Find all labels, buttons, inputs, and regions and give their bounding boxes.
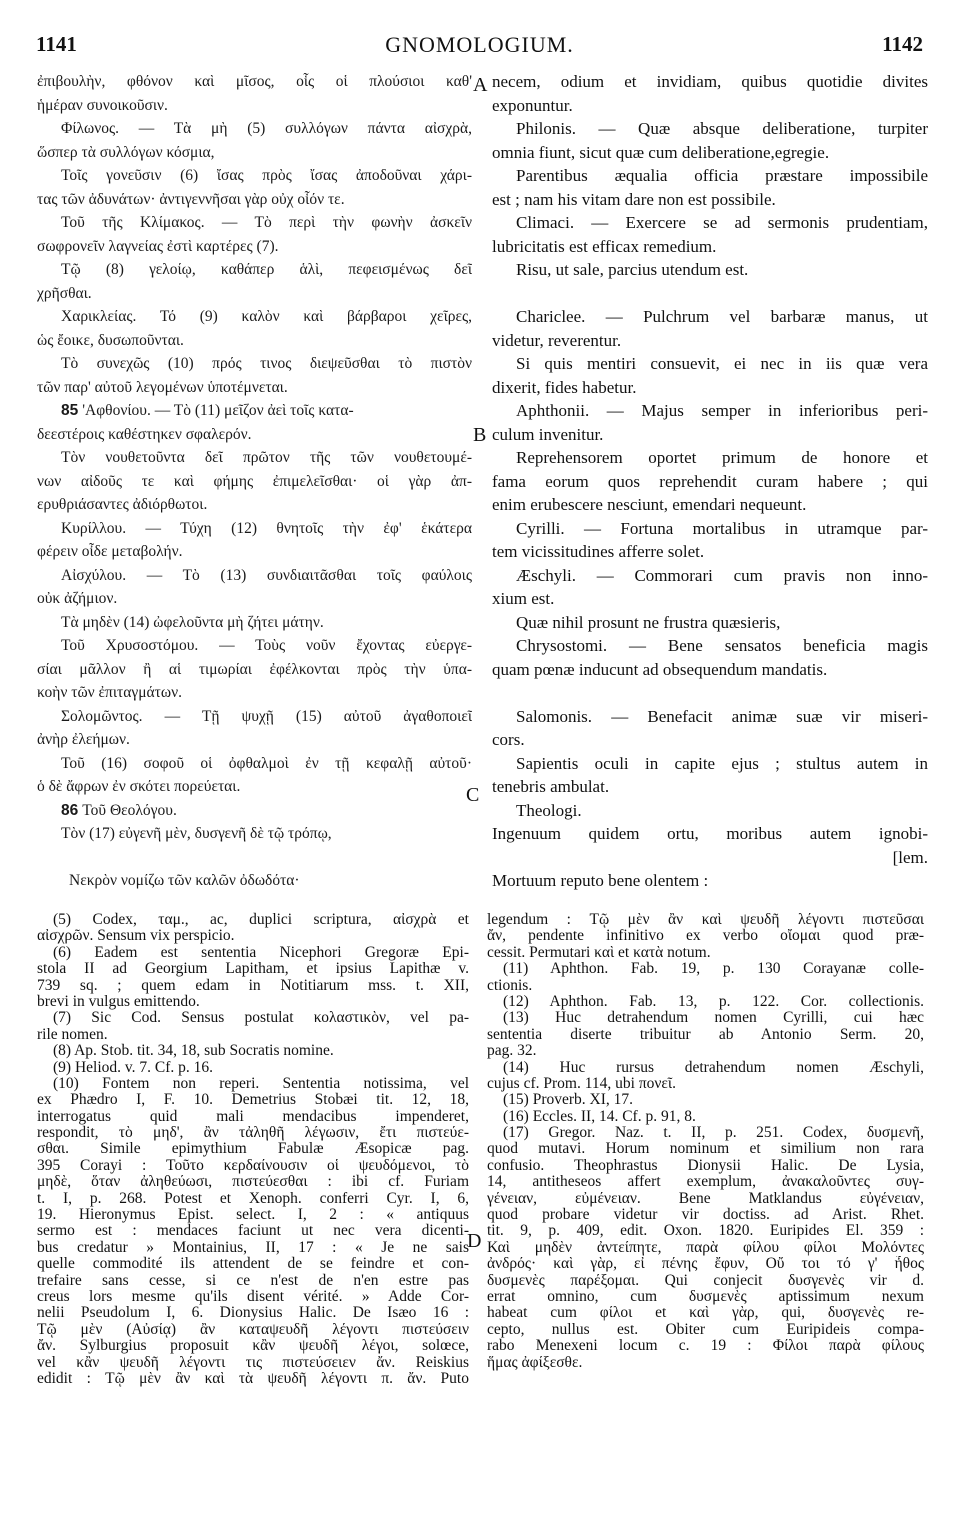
footnote-line: ἄν, pendente infinitivo ex verbo οἴομαι quod præ- — [487, 928, 924, 945]
footnote-line: ctionis. — [487, 977, 533, 994]
latin-verse: Ingenuum quidem ortu, moribus autem ignobi- — [492, 824, 928, 843]
latin-column — [492, 70, 928, 893]
footnote-line: γένειαν, εὐμένειαν. Bene Matklandus εὐγένειαν, — [487, 1190, 924, 1207]
latin-line: est ; nam his vitam dare non est possibile. — [492, 189, 776, 209]
footnote-line: cepto, nullus est. Obiter cum Euripideis compa- — [487, 1321, 924, 1338]
footnote-line: (17) Gregor. Naz. t. II, p. 251. Codex, δυσμενῆ, — [503, 1125, 924, 1142]
footnote-line: rabo Menexeni locum c. 19 : Φίλοι παρὰ φίλους — [487, 1338, 924, 1355]
footnote-line: αἰσχρῶν. Sensum vix perspicio. — [37, 928, 235, 945]
footnote-line: ἀνδρός· καὶ γὰρ, εἰ πένης ἔφυν, Οὔ τοι τό γ' ἦθος — [487, 1256, 924, 1273]
footnote-line: ἥμας ἀφίξεσθε. — [487, 1354, 583, 1371]
greek-line: ἐπιβουλὴν, φθόνον καὶ μῖσος, οἷς οἱ πλούσιοι καθ' — [37, 73, 472, 90]
footnote-line: habeat cum φίλοι et καὶ γὰρ, qui, δυσγενὲς re- — [487, 1305, 924, 1322]
footnote-line: σθαι. Simile epimythium Fabulæ Æsopicæ pag. — [37, 1141, 469, 1158]
footnote-line: (14) Huc rursus detrahendum nomen Æschyli, — [503, 1059, 924, 1076]
footnote-line: quelle commodité ils attendent de se feindre et con- — [37, 1256, 469, 1273]
greek-line: φέρειν οἶδε μεταβολήν. — [37, 543, 183, 560]
greek-line: κοὴν τῶν ἐπιταγμάτων. — [37, 684, 182, 701]
greek-line: Αἰσχύλου. — Τὸ (13) συνδιαιτᾶσθαι τοῖς φαύλοις — [61, 566, 472, 584]
greek-line: Τοῦ Χρυσοστόμου. — Τοὺς νοῦν ἔχοντας εὐεργε- — [61, 637, 472, 654]
section-marker-b: B — [473, 424, 487, 446]
footnote-line: (11) Aphthon. Fab. 19, p. 130 Corayanæ colle- — [503, 961, 924, 978]
greek-line: ερυθριάσαντες ἀδιόρθωτοι. — [37, 496, 208, 513]
greek-line: Τὰ μηδὲν (14) ὠφελοῦντα μὴ ζήτει μάτην. — [61, 613, 324, 631]
greek-line: Τοῦ (16) σοφοῦ οἱ ὀφθαλμοὶ ἐν τῇ κεφαλῇ αὐτοῦ· — [61, 754, 472, 772]
footnote-line: cessit. Permutari καὶ et κατὰ notum. — [487, 944, 711, 961]
footnote-line: (10) Fontem non reperi. Sententia notissima, vel — [53, 1075, 469, 1092]
footnote-line: (12) Aphthon. Fab. 13, p. 122. Cor. collectionis. — [503, 993, 924, 1010]
footnote-line: ex Phædro I, F. 10. Demetrius Stobæi tit. 12, 18, — [37, 1092, 469, 1109]
footnote-line: 14, antitheseos affert exemplum, ἀνακαλοῦντες συγ- — [487, 1174, 924, 1191]
latin-line: dixerit, fides habetur. — [492, 377, 637, 397]
latin-line: quam pœnæ inducunt ad obsequendum mandatis. — [492, 659, 828, 679]
latin-line: tem vicissitudines afferre solet. — [492, 542, 705, 561]
latin-line: culum invenitur. — [492, 424, 604, 444]
footnote-line: cujus cf. Prom. 114, ubi πονεῖ. — [487, 1075, 676, 1092]
latin-line: lubricitatis est efficax remedium. — [492, 236, 717, 256]
footnote-line: (7) Sic Cod. Sensus postulat κολαστικὸν, vel pa- — [53, 1010, 469, 1027]
footnote-line: edidit : Τῷ μὲν ἂν καὶ τὰ ψευδῆ λέγοντι π. ἄν. Puto — [37, 1370, 469, 1387]
latin-line: Salomonis. — Benefacit animæ suæ vir miseri- — [516, 706, 928, 726]
greek-line: νων αἰδοῦς τε καὶ φήμης ἐπιμελεῖσθαι· οἱ γὰρ ἀπ- — [37, 472, 472, 490]
footnote-line: (15) Proverb. XI, 17. — [503, 1092, 634, 1109]
latin-line: Chariclee. — Pulchrum vel barbaræ manus, ut — [516, 307, 928, 326]
footnote-line: interrogatus quid mali mendacibus impenderet, — [37, 1108, 469, 1125]
footnote-line: (5) Codex, ταμ., ac, duplici scriptura, αἰσχρὰ et — [53, 912, 469, 928]
footnote-line: (13) Huc detrahendum nomen Cyrilli, cui hæc — [503, 1010, 924, 1027]
greek-line: ὥσπερ τὰ συλλόγων κόσμια, — [37, 143, 215, 161]
greek-line: δεεστέροις καθέστηκεν σφαλερόν. — [37, 425, 252, 443]
latin-line: Chrysostomi. — Bene sensatos beneficia magis — [516, 636, 928, 655]
footnote-line: sententia diserte tribuitur ab Antonio Serm. 20, — [487, 1026, 924, 1043]
latin-line: Aphthonii. — Majus semper in inferioribus peri- — [516, 401, 928, 420]
greek-line: Τῷ (8) γελοίῳ, καθάπερ ἁλὶ, πεφεισμένως δεῖ — [61, 261, 472, 278]
page-number-right: 1142 — [882, 32, 923, 56]
footnote-line: creus lors mesme qu'ils disent vérité. » Adde Cor- — [37, 1288, 469, 1305]
footnote-line: t. I, p. 268. Potest et Xenoph. conferri Cyr. I, 6, — [37, 1190, 469, 1207]
greek-line-numbered — [37, 399, 472, 423]
latin-line: Cyrilli. — Fortuna mortalibus in utramque par- — [516, 518, 928, 538]
greek-line: ὁ δὲ ἄφρων ἐν σκότει πορεύεται. — [37, 778, 241, 795]
greek-verse: Τὸν (17) εὐγενῆ μὲν, δυσγενῆ δὲ τῷ τρόπῳ, — [61, 825, 332, 842]
footnote-line: rile nomen. — [37, 1026, 108, 1043]
greek-line: Τοῦ τῆς Κλίμακος. — Τὸ περὶ τὴν φωνὴν ἀσκεῖν — [61, 214, 472, 231]
latin-line: Si quis mentiri consuevit, ei nec in iis quæ vera — [516, 354, 928, 373]
section-marker-c: C — [466, 784, 480, 806]
greek-line-text: 'Αφθονίου. — Τὸ (11) μεῖζον ἀεὶ τοῖς κατα- — [82, 402, 354, 419]
page-number-left: 1141 — [36, 32, 77, 56]
footnote-line: (6) Eadem est sententia Nicephori Gregoræ Epi- — [53, 944, 469, 961]
footnotes-right — [487, 912, 924, 1371]
greek-line: οὐκ ἀζήμιον. — [37, 590, 118, 607]
greek-verse: Νεκρὸν νομίζω τῶν καλῶν ὀδωδότα· — [69, 872, 300, 889]
footnote-line: errat omnino, cum δυσμενὲς aptissimum nexum — [487, 1288, 924, 1305]
greek-line: Κυρίλλου. — Τύχη (12) θνητοῖς τὴν ἐφ' ἑκάτερα — [61, 519, 472, 537]
latin-line: Climaci. — Exercere se ad sermonis prudentiam, — [516, 213, 928, 232]
footnote-line: sermo est : mendaces faciunt ut nec vera dicenti- — [37, 1223, 469, 1240]
latin-line: Philonis. — Quæ absque deliberatione, turpiter — [516, 119, 928, 138]
greek-line: ἡμέραν συνοικοῦσιν. — [37, 96, 168, 114]
footnote-line: 19. Hieronymus Epist. select. I, 2 : « antiquus — [37, 1207, 469, 1224]
footnote-line: stola II ad Georgium Lapitham, et ipsius Lapithæ v. — [37, 961, 469, 978]
greek-line-text: Τοῦ Θεολόγου. — [82, 801, 177, 819]
latin-verse-continuation: [lem. — [892, 847, 928, 867]
greek-line: σωφρονεῖν λαγνείας ἐστὶ καρτέρες (7). — [37, 237, 279, 255]
latin-verse: Mortuum reputo bene olentem : — [492, 871, 709, 890]
footnote-line: confusio. Theophrastus Dionysii Halic. De Lysia, — [487, 1157, 924, 1174]
latin-line: necem, odium et invidiam, quibus quotidie divites — [492, 72, 928, 91]
greek-line: τας τῶν ἀδυνάτων· ἀντιγεννῆσαι γὰρ οὐχ οἷόν τε. — [37, 190, 345, 208]
greek-column — [37, 70, 472, 893]
greek-line: χρῆσθαι. — [37, 284, 92, 302]
latin-line: cors. — [492, 730, 525, 749]
greek-line: Χαρικλείας. Τό (9) καλὸν καὶ βάρβαροι χεῖρες, — [61, 308, 472, 325]
latin-line: Reprehensorem oportet primum de honore et — [516, 448, 928, 467]
latin-line: fama eorum quos reprehendit curam habere ; qui — [492, 471, 928, 491]
greek-line: Τὸν νουθετοῦντα δεῖ πρῶτον τῆς τῶν νουθετουμέ- — [61, 449, 472, 466]
footnote-line: legendum : Τῷ μὲν ἂν καὶ ψευδῆ λέγοντι πιστεῦσαι — [487, 912, 924, 928]
footnote-line: 395 Corayi : Τοῦτο κερδαίνουσιν οἱ ψευδόμενοι, τὸ — [37, 1157, 469, 1174]
sentence-number-85: 85 — [61, 402, 79, 419]
latin-line: exponuntur. — [492, 95, 573, 115]
latin-line: Quæ nihil prosunt ne frustra quæsieris, — [516, 612, 781, 632]
section-marker-d: D — [467, 1230, 482, 1252]
footnote-line: (16) Eccles. II, 14. Cf. p. 91, 8. — [503, 1108, 696, 1125]
footnote-line: quod mutavi. Horum nominum et similium non rara — [487, 1141, 924, 1158]
greek-line: τῶν παρ' αὐτοῦ λεγομένων ὑποτέμνεται. — [37, 378, 288, 396]
greek-line: σίαι μᾶλλον ἢ αἱ τιμωρίαι ἐφέλκονται πρὸς τὴν ὑπα- — [37, 660, 472, 678]
latin-line: Sapientis oculi in capite ejus ; stultus autem in — [516, 753, 928, 773]
latin-line: Æschyli. — Commorari cum pravis non inno- — [516, 565, 928, 585]
footnote-line: Καὶ μηδὲν ἀντείπητε, παρὰ φίλου φίλοι Μολόντες — [487, 1239, 924, 1256]
latin-line: Risu, ut sale, parcius utendum est. — [516, 260, 749, 279]
greek-line: ἀνὴρ ἐλεήμων. — [37, 731, 130, 748]
greek-line: Φίλωνος. — Τὰ μὴ (5) συλλόγων πάντα αἰσχρὰ, — [61, 120, 472, 137]
running-title: GNOMOLOGIUM. — [385, 32, 574, 57]
greek-line: ὡς ἔοικε, δυσωποῦνται. — [37, 331, 184, 349]
page-header — [36, 32, 923, 62]
footnote-line: bus credatur » Montainius, II, 17 : « Je ne sais — [37, 1239, 469, 1256]
footnote-line: Τῷ μὲν (Αὐσίᾳ) ἂν καταψευδῆ λέγοντι πιστεύσειν — [37, 1321, 469, 1338]
footnotes-left — [37, 912, 469, 1387]
greek-line: Τοῖς γονεῦσιν (6) ἴσας πρὸς ἴσας ἀποδοῦναι χάρι- — [61, 167, 472, 184]
section-marker-a: A — [473, 74, 488, 96]
latin-line: xium est. — [492, 589, 555, 608]
footnote-line: (8) Ap. Stob. tit. 34, 18, sub Socratis nomine. — [53, 1043, 334, 1060]
footnote-line: quod probare videtur vir doctiss. ad Arist. Rhet. — [487, 1207, 924, 1224]
latin-line: omnia fiunt, sicut quæ cum deliberatione,egregie. — [492, 142, 830, 162]
footnote-line: trefaire sans cesse, si ce n'est de n'en estre pas — [37, 1272, 469, 1289]
footnote-line: (9) Heliod. v. 7. Cf. p. 16. — [53, 1059, 214, 1076]
footnote-line: μηδὲ, ὅταν ἀληθεύωσι, πιστεύεσθαι : ibi cf. Furiam — [37, 1174, 469, 1191]
footnote-line: tit. 9, p. 409, edit. Oxon. 1820. Euripides El. 359 : — [487, 1223, 924, 1240]
latin-line: videtur, reverentur. — [492, 330, 622, 350]
footnote-line: 739 sq. ; quem edam in Notitiarum mss. t. XII, — [37, 977, 469, 994]
footnote-line: pag. 32. — [487, 1043, 537, 1060]
greek-line: Τὸ συνεχῶς (10) πρός τινος διεψεῦσθαι τὸ πιστὸν — [61, 355, 472, 372]
footnote-line: respondit, τὸ μηδ', ἂν τἀληθῆ λέγωσιν, ἔτι πιστεύε- — [37, 1125, 469, 1142]
footnote-line: brevi in vulgus emittendo. — [37, 993, 200, 1010]
latin-line: Parentibus æqualia officia præstare impossibile — [516, 166, 928, 185]
footnote-line: nelii Pseudolum I, 6. Dionysius Halic. De Isæo 16 : — [37, 1305, 469, 1322]
footnote-line: ἄν. Sylburgius proposuit κἂν ψευδῆ λέγοι, solœce, — [37, 1338, 469, 1355]
greek-line-numbered — [37, 799, 472, 823]
greek-line: Σολομῶντος. — Τῇ ψυχῇ (15) αὐτοῦ ἀγαθοποιεῖ — [61, 707, 472, 725]
sentence-number-86: 86 — [61, 801, 79, 819]
latin-line: tenebris ambulat. — [492, 777, 610, 796]
footnote-line: vel κἂν ψευδῆ λέγοντι τις πιστεύσειεν ἄν. Reiskius — [37, 1354, 469, 1371]
footnote-line: δυσμενὲς παρέξομαι. Qui conjecit δυσγενὲς vir d. — [487, 1272, 924, 1289]
latin-line: Theologi. — [516, 800, 582, 820]
latin-line: enim erubescere nesciunt, emendari nequeunt. — [492, 495, 807, 514]
